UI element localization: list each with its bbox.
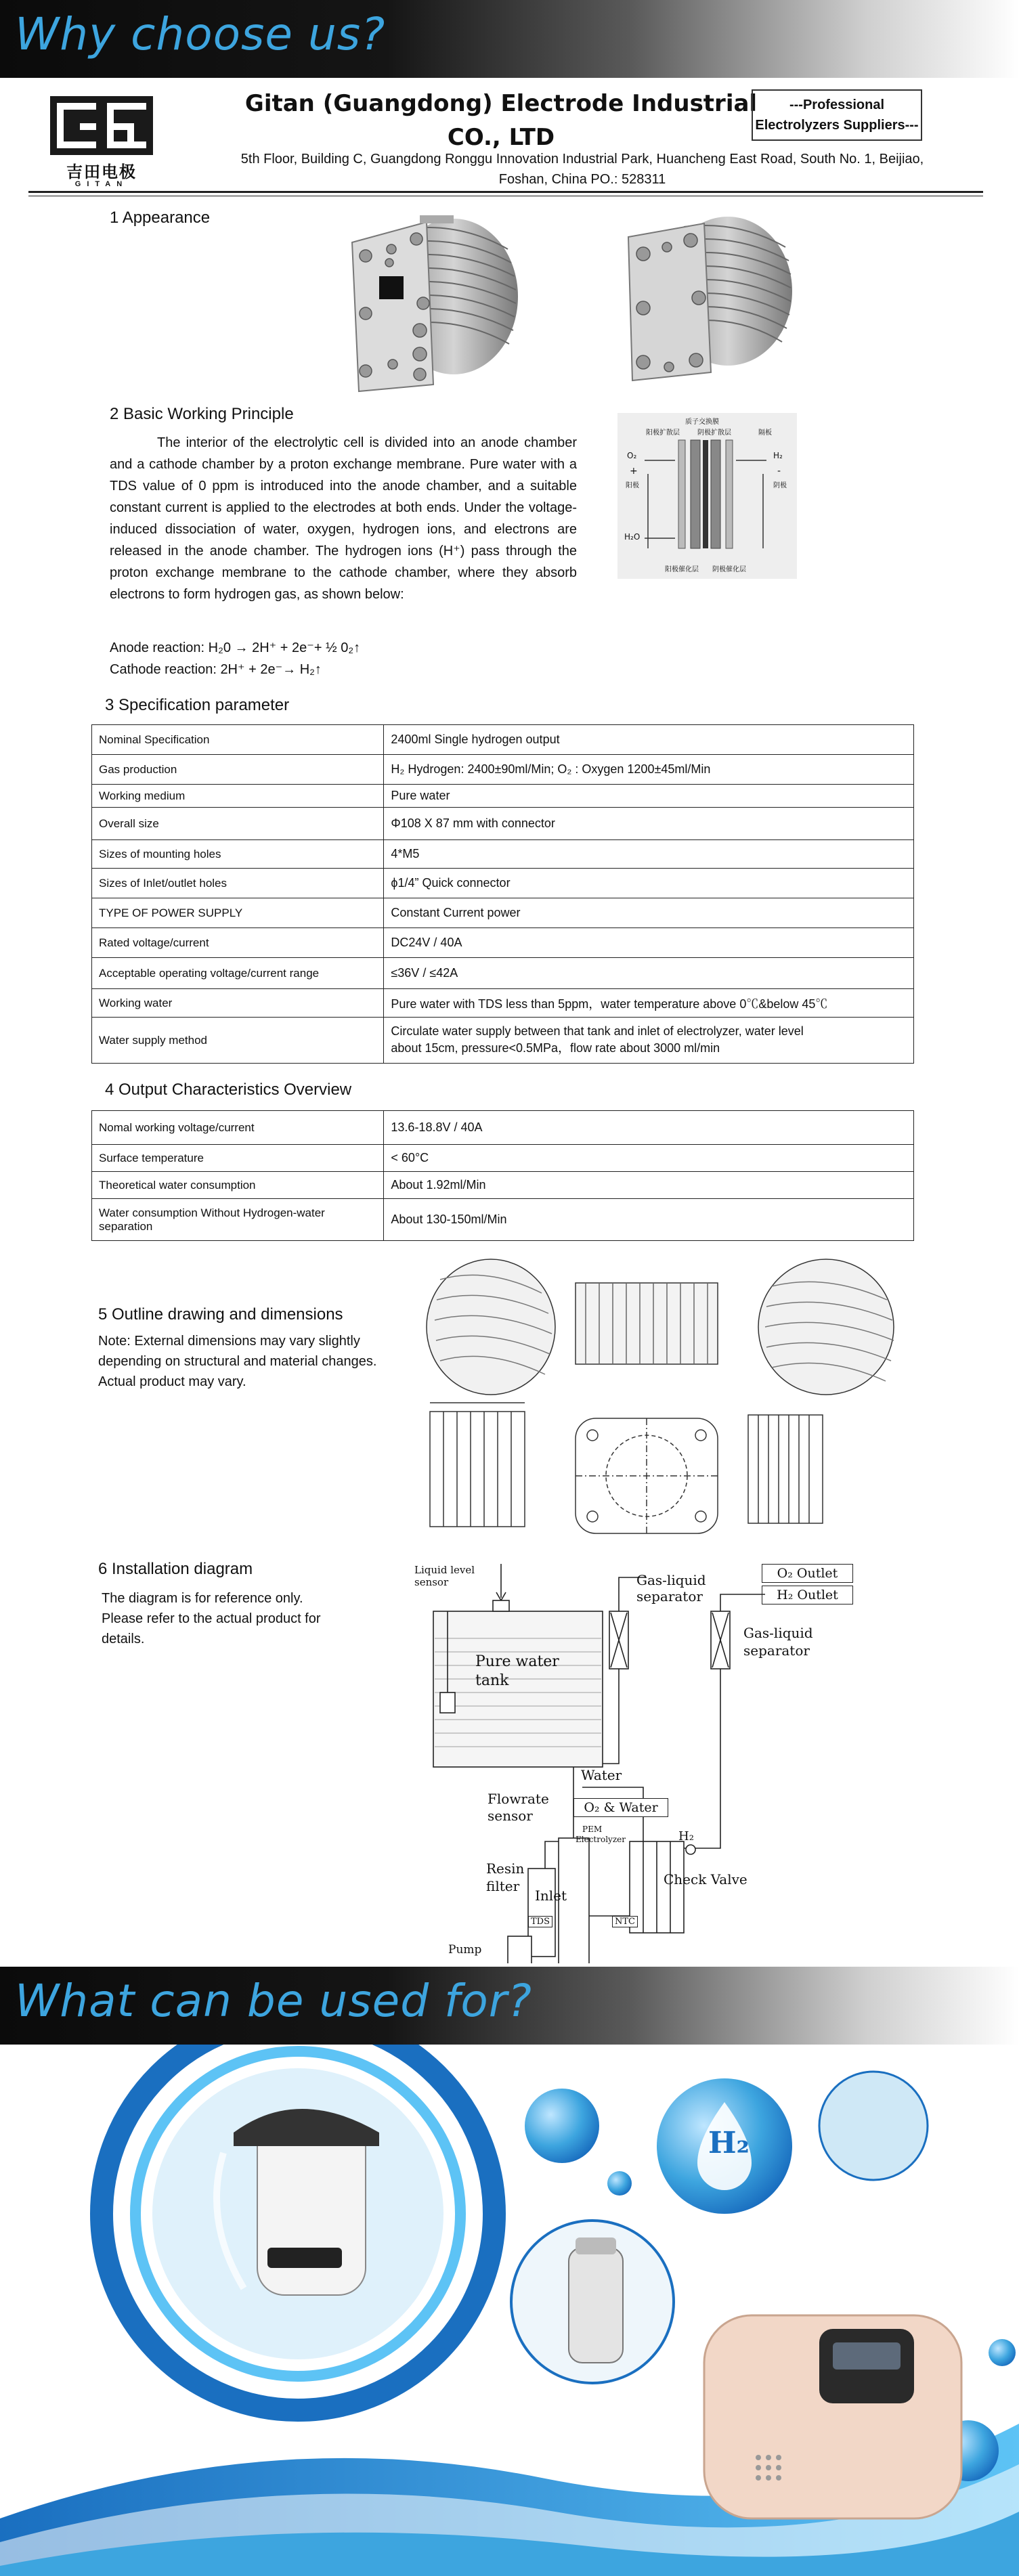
specification-title: 3 Specification parameter xyxy=(105,696,290,714)
label-gas-liquid-separator-2: Gas-liquid xyxy=(743,1625,813,1641)
spec-key: Overall size xyxy=(92,808,384,840)
top-banner xyxy=(0,0,1019,78)
bottom-banner xyxy=(0,1967,1019,2045)
spec-key: Working water xyxy=(92,989,384,1018)
diagram-label-anode-catalyst: 阳极催化层 xyxy=(665,566,699,573)
table-row xyxy=(92,1172,914,1199)
table-row xyxy=(92,898,914,928)
outline-drawing-title: 5 Outline drawing and dimensions xyxy=(98,1305,343,1324)
appearance-title: 1 Appearance xyxy=(110,209,211,227)
table-row xyxy=(92,1145,914,1172)
output-key: Surface temperature xyxy=(92,1145,384,1172)
table-row xyxy=(92,840,914,869)
spec-value: Pure water xyxy=(384,785,914,808)
spec-value: 2400ml Single hydrogen output xyxy=(384,725,914,755)
diagram-label-anode: 阳极 xyxy=(626,482,639,489)
label-pure-water: Pure water xyxy=(475,1653,559,1670)
company-name-line1: Gitan (Guangdong) Electrode Industrial xyxy=(244,90,758,117)
label-pem: PEM xyxy=(582,1825,603,1834)
table-row xyxy=(92,785,914,808)
logo-chinese-name: 吉田电极 xyxy=(66,162,137,181)
output-value: < 60°C xyxy=(384,1145,914,1172)
h2-droplet-icon: H₂ xyxy=(708,2126,750,2160)
spec-value-line2: about 15cm, pressure<0.5MPa，flow rate about 3000 ml/min xyxy=(391,1041,720,1055)
banner-title: Why choose us? xyxy=(15,8,386,60)
output-key: Theoretical water consumption xyxy=(92,1172,384,1199)
bottom-banner-title: What can be used for? xyxy=(15,1975,532,2027)
table-row xyxy=(92,808,914,840)
specification-table xyxy=(91,724,914,1064)
spec-value: DC24V / 40A xyxy=(384,928,914,958)
spec-key: TYPE OF POWER SUPPLY xyxy=(92,898,384,928)
diagram-label-h2: H₂ xyxy=(773,451,783,460)
logo-english-name: GITAN xyxy=(74,180,129,188)
installation-diagram-title: 6 Installation diagram xyxy=(98,1560,253,1578)
label-flowrate: Flowrate xyxy=(487,1791,549,1807)
label-water: Water xyxy=(581,1767,622,1783)
spec-key: Gas production xyxy=(92,755,384,785)
spec-key: Water supply method xyxy=(92,1018,384,1064)
outline-note-line2: depending on structural and material changes. xyxy=(98,1354,377,1369)
applications-illustration xyxy=(0,2045,1019,2576)
output-key-line1: Water consumption Without Hydrogen-water xyxy=(99,1206,325,1219)
cathode-reaction: Cathode reaction: 2H⁺ + 2e⁻→ H₂↑ xyxy=(110,662,322,677)
label-separator-1: separator xyxy=(636,1588,703,1604)
company-name xyxy=(244,87,758,154)
spec-value xyxy=(384,1018,914,1064)
spec-value-line1: Circulate water supply between that tank and inlet of electrolyzer, water level xyxy=(391,1024,804,1038)
applications-graphic xyxy=(0,2045,1019,2576)
label-inlet: Inlet xyxy=(535,1887,567,1904)
label-gas-liquid-separator-1: Gas-liquid xyxy=(636,1572,706,1588)
label-separator-2: separator xyxy=(743,1642,810,1659)
outline-note-line1: Note: External dimensions may vary slightly xyxy=(98,1334,360,1349)
installation-diagram xyxy=(413,1557,873,1963)
label-pump: Pump xyxy=(448,1943,482,1957)
output-table xyxy=(91,1110,914,1241)
address-line2: Foshan, China PO.: 528311 xyxy=(498,172,666,187)
label-flowrate-sensor: sensor xyxy=(487,1808,533,1824)
label-tds: TDS xyxy=(528,1916,552,1927)
spec-key: Rated voltage/current xyxy=(92,928,384,958)
output-value: About 130-150ml/Min xyxy=(384,1199,914,1241)
spec-value: ≤36V / ≤42A xyxy=(384,958,914,989)
installation-note-line1: The diagram is for reference only. xyxy=(102,1591,303,1606)
working-principle-title: 2 Basic Working Principle xyxy=(110,405,294,423)
spec-key: Working medium xyxy=(92,785,384,808)
spec-key: Acceptable operating voltage/current range xyxy=(92,958,384,989)
diagram-label-cathode-diffusion: 阴极扩散层 xyxy=(697,429,731,437)
label-check-valve: Check Valve xyxy=(664,1871,747,1887)
table-row xyxy=(92,869,914,898)
header-rule xyxy=(28,191,983,193)
label-liquid-level-sensor: sensor xyxy=(414,1576,449,1588)
installation-note-line2: Please refer to the actual product for xyxy=(102,1611,321,1626)
table-row xyxy=(92,989,914,1018)
tagline-line1: ---Professional xyxy=(789,97,885,112)
spec-value: Φ108 X 87 mm with connector xyxy=(384,808,914,840)
label-liquid-level: Liquid level xyxy=(414,1564,475,1576)
table-row xyxy=(92,1199,914,1241)
label-resin: Resin xyxy=(486,1860,525,1877)
label-ntc: NTC xyxy=(612,1916,638,1927)
diagram-label-cathode-catalyst: 阴极催化层 xyxy=(712,566,746,573)
table-row xyxy=(92,958,914,989)
diagram-label-cathode: 阴极 xyxy=(773,482,787,489)
table-row xyxy=(92,1111,914,1145)
pem-principle-diagram xyxy=(617,413,797,579)
spec-key: Sizes of Inlet/outlet holes xyxy=(92,869,384,898)
company-address xyxy=(203,149,961,190)
tagline-line2: Electrolyzers Suppliers--- xyxy=(755,118,919,133)
spec-value: ϕ1/4” Quick connector xyxy=(384,869,914,898)
outline-dimension-drawing xyxy=(420,1252,961,1557)
spec-value: Pure water with TDS less than 5ppm，water temperature above 0℃&below 45℃ xyxy=(384,989,914,1018)
diagram-label-minus: - xyxy=(777,466,781,477)
diagram-label-separator: 隔板 xyxy=(758,429,772,437)
spec-key: Sizes of mounting holes xyxy=(92,840,384,869)
diagram-label-o2: O₂ xyxy=(627,451,637,460)
label-filter: filter xyxy=(486,1878,520,1894)
diagram-label-anode-diffusion: 阳极扩散层 xyxy=(646,429,680,437)
diagram-label-plus: + xyxy=(630,466,638,477)
diagram-label-h2o: H₂O xyxy=(624,532,641,542)
electrolyzer-front-image xyxy=(325,202,528,405)
spec-value: Constant Current power xyxy=(384,898,914,928)
table-row xyxy=(92,725,914,755)
output-key xyxy=(92,1199,384,1241)
output-value: 13.6-18.8V / 40A xyxy=(384,1111,914,1145)
table-row xyxy=(92,928,914,958)
spec-value: 4*M5 xyxy=(384,840,914,869)
label-o2-outlet: O₂ Outlet xyxy=(762,1564,853,1583)
tagline-box xyxy=(752,89,922,141)
output-key: Nomal working voltage/current xyxy=(92,1111,384,1145)
outline-note-line3: Actual product may vary. xyxy=(98,1374,246,1389)
installation-schematic xyxy=(413,1557,873,1963)
address-line1: 5th Floor, Building C, Guangdong Ronggu Innovation Industrial Park, Huancheng East Road, South No. 1, Beijiao, xyxy=(240,152,924,167)
diagram-label-membrane: 质子交换膜 xyxy=(685,418,719,426)
output-characteristics-title: 4 Output Characteristics Overview xyxy=(105,1080,352,1099)
label-h2-outlet: H₂ Outlet xyxy=(762,1586,853,1604)
pem-cell-drawing xyxy=(617,413,797,579)
spec-key: Nominal Specification xyxy=(92,725,384,755)
output-key-line2: separation xyxy=(99,1219,153,1233)
installation-note-line3: details. xyxy=(102,1632,145,1646)
company-logo xyxy=(47,93,156,188)
table-row xyxy=(92,1018,914,1064)
company-name-line2: CO., LTD xyxy=(447,124,555,151)
anode-reaction: Anode reaction: H₂0 → 2H⁺ + 2e⁻+ ½ 0₂↑ xyxy=(110,640,361,655)
label-h2: H₂ xyxy=(678,1829,694,1843)
table-row xyxy=(92,755,914,785)
label-o2-water: O₂ & Water xyxy=(573,1798,668,1817)
output-value: About 1.92ml/Min xyxy=(384,1172,914,1199)
spec-value: H₂ Hydrogen: 2400±90ml/Min; O₂ : Oxygen 1200±45ml/Min xyxy=(384,755,914,785)
gitan-logo-icon xyxy=(47,93,156,158)
label-tank: tank xyxy=(475,1672,509,1689)
electrolyzer-back-image xyxy=(616,203,799,399)
working-principle-body: The interior of the electrolytic cell is divided into an anode chamber and a cathode chamber by a proton exchange membrane. Pure water with a TDS value of 0 ppm is introduced into the anode chamber, and a suitable constant current is applied to the electrodes at both ends. Under the voltage-induced dissociation of water, oxygen, hydrogen ions, and electrons are released in the anode chamber. The hydrogen ions (H⁺) pass through the proton exchange membrane to the cathode chamber, where they absorb electrons to form hydrogen gas, as shown below: xyxy=(110,435,577,602)
label-electrolyzer: Electrolyzer xyxy=(576,1835,626,1844)
